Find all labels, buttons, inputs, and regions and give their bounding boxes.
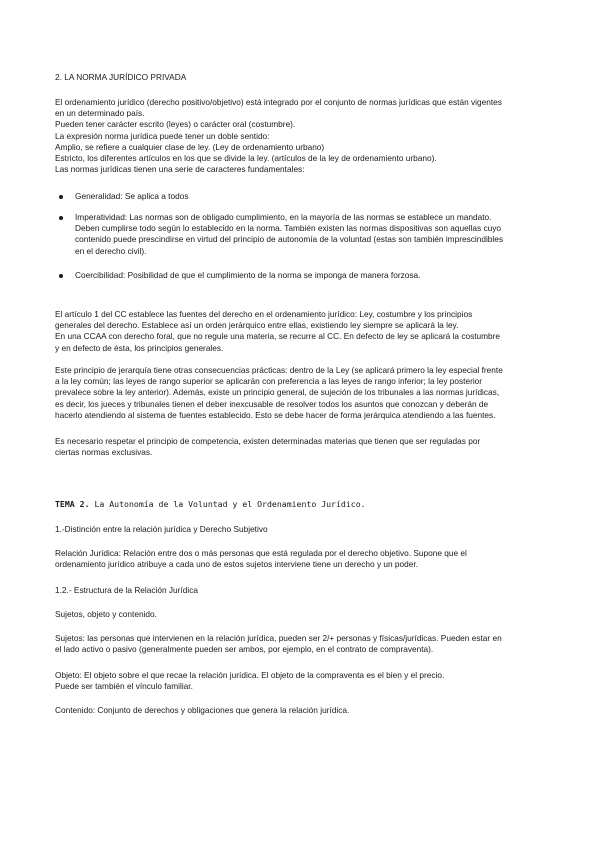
text-line: Puede ser también el vínculo familiar. <box>55 681 193 692</box>
text-line: hacerlo atendiendo al sistema de fuentes establecido. Esto se debe hacer de forma jerárquica atendiendo a las fuentes. <box>55 409 496 420</box>
paragraph-objeto <box>55 670 547 692</box>
document-page: 2. LA NORMA JURÍDICO PRIVADA El ordenamiento jurídico (derecho positivo/objetivo) está integrado por el conjunto de normas jurídicas que están vigentes en un determinado país. Pueden tener carácter escrito (leyes) o carácter oral (costumbre). La expresión norma jurídica puede tener un doble sentido: Amplio, se refiere a cualquier clase de ley. (Ley de ordenamiento urbano) Estricto, los diferentes artículos en los que se divide la ley. (artículos de la ley de ordenamiento urbano). Las normas jurídicas tienen una serie de caracteres fundamentales: Generalidad: Se aplica a todos Imperatividad: Las normas son de obligado cumplimiento, en la mayoría de las normas se establece un mandato. Deben cumplirse todo según lo establecido en la norma. También existen las normas dispositivas son aquellas cuyo contenido puede prescindirse en virtud del principio de autonomía de la voluntad (estas son también imprescindibles en el derecho civil). Coercibilidad: Posibilidad de que el cumplimiento de la norma se imponga de manera forzosa. El artículo 1 del CC establece las fuentes del derecho en el ordenamiento jurídico: Ley, costumbre y los principios generales del derecho. Establece así un orden jerárquico entre ellas, existiendo ley siempre se aplicará la ley. En una CCAA con derecho foral, que no regule una materia, se recurre al CC. En defecto de ley se aplicará la costumbre y en defecto de ésta, los principios generales. Este principio de jerarquía tiene otras consecuencias prácticas: dentro de la Ley (se aplicará primero la ley especial frente a la ley común; las leyes de rango superior se aplicarán con preferencia a las leyes de rango inferior; la ley posterior prevalece sobre la ley anterior). Además, existe un principio general, de sujeción de los tribunales a las normas jurídicas, es decir, los jueces y tribunales tienen el deber inexcusable de resolver todos los asuntos que conozcan y deberán de hacerlo atendiendo al sistema de fuentes establecido. Esto se debe hacer de forma jerárquica atendiendo a las fuentes. Es necesario respetar el principio de competencia, existen determinadas materias que tienen que ser reguladas por ciertas normas exclusivas. TEMA 2. La Autonomía de la Voluntad y el Ordenamiento Jurídico. 1.-Distinción entre la relación jurídica y Derecho Subjetivo Relación Jurídica: Relación entre dos o más personas que está regulada por el derecho objetivo. Supone que el ordenamiento jurídico atribuye a cada uno de estos sujetos interviene tiene un derecho y un poder. 1.2.- Estructura de la Relación Jurídica Sujetos, objeto y contenido. Sujetos: las personas que intervienen en la relación jurídica, pueden ser 2/+ personas y físicas/jurídicas. Pueden estar en el lado activo o pasivo (generalmente pueden ser ambos, por ejemplo, en el contrato de compraventa). Objeto: El objeto sobre el que recae la relación jurídica. El objeto de la compraventa es el bien y el precio. Puede ser también el vínculo familiar. Contenido: Conjunto de derechos y obligaciones que genera la relación jurídica. <box>0 0 600 848</box>
text-line: Objeto: El objeto sobre el que recae la relación jurídica. El objeto de la compraventa es el bien y el precio. <box>55 670 445 680</box>
text-line: El artículo 1 del CC establece las fuentes del derecho en el ordenamiento jurídico: Ley, costumbre y los principios <box>55 309 473 319</box>
paragraph-sujetos <box>55 633 547 655</box>
tema-title: La Autonomía de la Voluntad y el Ordenamiento Jurídico. <box>94 499 366 509</box>
text-line: La expresión norma jurídica puede tener un doble sentido: <box>55 130 270 141</box>
text-line: en un determinado país. <box>55 108 145 119</box>
paragraph-contenido: Contenido: Conjunto de derechos y obligaciones que genera la relación jurídica. <box>55 705 350 715</box>
subsection-title: 1.2.- Estructura de la Relación Jurídica <box>55 585 198 595</box>
bullet-dot-icon <box>59 274 63 278</box>
text-line: Este principio de jerarquía tiene otras consecuencias prácticas: dentro de la Ley (se aplicará primero la ley especial frente <box>55 365 503 375</box>
paragraph-relacion <box>55 548 547 570</box>
text-line: Sujetos: las personas que intervienen en la relación jurídica, pueden ser 2/+ personas y físicas/jurídicas. Pueden estar en <box>55 633 502 643</box>
paragraph-ordenamiento <box>55 97 547 175</box>
text-line: a la ley común; las leyes de rango superior se aplicarán con preferencia a las leyes de rango inferior; la ley posterior <box>55 376 483 387</box>
text-line: Es necesario respetar el principio de competencia, existen determinadas materias que tienen que ser reguladas por <box>55 436 481 446</box>
text-line: prevalece sobre la ley anterior). Además, existe un principio general, de sujeción de los tribunales a las normas jurídicas, <box>55 387 500 398</box>
paragraph-fuentes <box>55 309 547 354</box>
text-line: generales del derecho. Establece así un orden jerárquico entre ellas, existiendo ley siempre se aplicará la ley. <box>55 320 459 331</box>
bullet-dot-icon <box>59 216 63 220</box>
tema-heading <box>55 499 547 510</box>
text-line: Estricto, los diferentes artículos en los que se divide la ley. (artículos de la ley de ordenamiento urbano). <box>55 153 437 164</box>
paragraph-estructura: Sujetos, objeto y contenido. <box>55 609 157 619</box>
text-line: es decir, los jueces y tribunales tienen el deber inexcusable de resolver todos los asuntos que conozcan y deberán de <box>55 398 489 409</box>
section-title: 2. LA NORMA JURÍDICO PRIVADA <box>55 72 187 82</box>
bullet-dot-icon <box>59 195 63 199</box>
text-line: Pueden tener carácter escrito (leyes) o carácter oral (costumbre). <box>55 119 296 130</box>
text-line: El ordenamiento jurídico (derecho positivo/objetivo) está integrado por el conjunto de normas jurídicas que están vigentes <box>55 97 502 107</box>
text-line: ordenamiento jurídico atribuye a cada uno de estos sujetos interviene tiene un derecho y un poder. <box>55 559 418 570</box>
text-line: ciertas normas exclusivas. <box>55 447 153 458</box>
text-line: Relación Jurídica: Relación entre dos o más personas que está regulada por el derecho objetivo. Supone que el <box>55 548 467 558</box>
text-line: En una CCAA con derecho foral, que no regule una materia, se recurre al CC. En defecto de ley se aplicará la costumbre <box>55 331 501 342</box>
text-line: y en defecto de ésta, los principios generales. <box>55 342 224 353</box>
tema-label: TEMA 2. <box>55 499 90 509</box>
subsection-title: 1.-Distinción entre la relación jurídica y Derecho Subjetivo <box>55 524 268 534</box>
paragraph-competencia <box>55 436 547 458</box>
text-line: Las normas jurídicas tienen una serie de caracteres fundamentales: <box>55 164 305 175</box>
paragraph-jerarquia <box>55 365 547 421</box>
text-line: Amplio, se refiere a cualquier clase de ley. (Ley de ordenamiento urbano) <box>55 141 325 152</box>
text-line: el lado activo o pasivo (generalmente pueden ser ambos, por ejemplo, en el contrato de compraventa). <box>55 644 434 655</box>
